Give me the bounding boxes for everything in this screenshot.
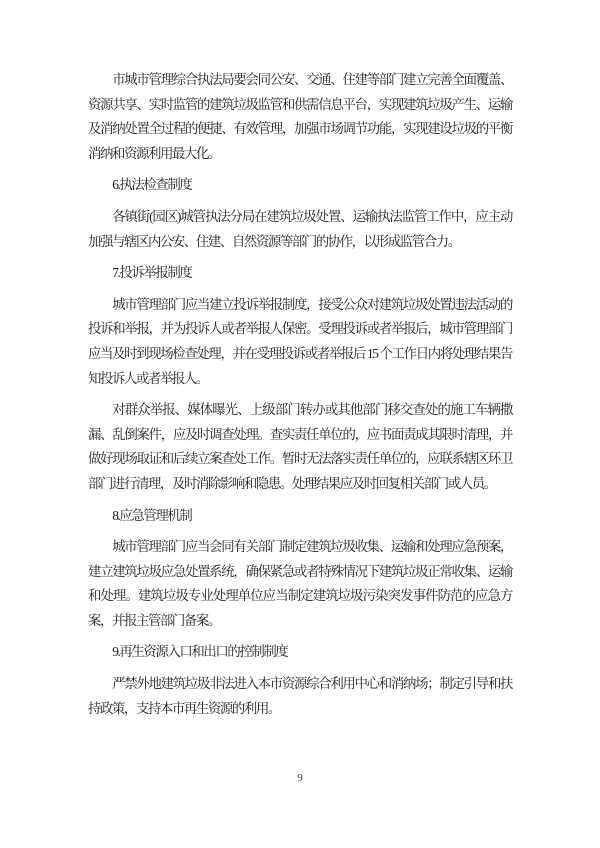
document-content xyxy=(88,68,512,728)
section-heading: 6.执法检查制度 xyxy=(112,177,192,193)
section-heading: 7.投诉举报制度 xyxy=(112,265,192,281)
paragraph: 城市管理部门应当会同有关部门制定建筑垃圾收集、运输和处理应急预案，建立建筑垃圾应急处置系统，确保紧急或者特殊情况下建筑垃圾正常收集、运输和处理。建筑垃圾专业处理单位应当制定建筑垃圾污染突发事件防范的应急方案，并报主管部门备案。 xyxy=(88,539,512,628)
paragraph: 对群众举报、媒体曝光、上级部门转办或其他部门移交查处的施工车辆撒漏、乱倒案件，应及时调查处理。查实责任单位的，应书面责成其限时清理，并做好现场取证和后续立案查处工作。暂时无法落实责任单位的，应联系辖区环卫部门进行清理，及时消除影响和隐患。处理结果应及时回复相关部门或人员。 xyxy=(88,402,512,491)
paragraph: 严禁外地建筑垃圾非法进入本市资源综合利用中心和消纳场；制定引导和扶持政策，支持本市再生资源的利用。 xyxy=(88,676,512,716)
section-heading: 9.再生资源入口和出口的控制制度 xyxy=(112,644,288,660)
paragraph: 城市管理部门应当建立投诉举报制度，接受公众对建筑垃圾处置违法活动的投诉和举报，并为投诉人或者举报人保密。受理投诉或者举报后，城市管理部门应当及时到现场检查处理，并在受理投诉或者举报后 15 个工作日内将处理结果告知投诉人或者举报人。 xyxy=(88,296,512,386)
paragraph: 各镇街(园区)城管执法分局在建筑垃圾处置、运输执法监管工作中，应主动加强与辖区内公安、住建、自然资源等部门的协作，以形成监管合力。 xyxy=(88,208,512,249)
page-number: 9 xyxy=(297,772,303,784)
section-heading: 8.应急管理机制 xyxy=(112,507,192,523)
paragraph: 市城市管理综合执法局要会同公安、交通、住建等部门建立完善全面覆盖、资源共享、实时监管的建筑垃圾监管和供需信息平台，实现建筑垃圾产生、运输及消纳处置全过程的便捷、有效管理，加强市场调节功能，实现建设垃圾的平衡消纳和资源利用最大化。 xyxy=(88,72,512,161)
